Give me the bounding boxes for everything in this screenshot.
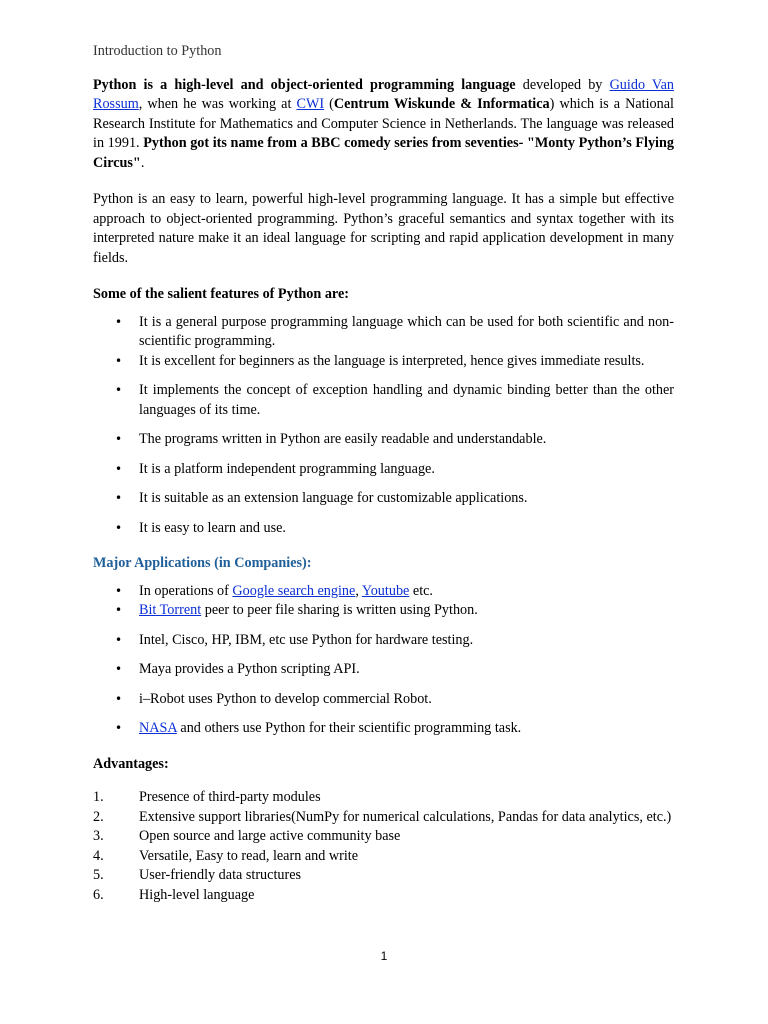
- list-item: [93, 886, 674, 906]
- list-item: • It is a general purpose programming language which can be used for both scientific and non-scientific programming.: [93, 313, 674, 352]
- applications-list: [93, 582, 674, 739]
- list-number: 1.: [93, 789, 104, 805]
- list-text: High-level language: [139, 886, 255, 903]
- nasa-link[interactable]: NASA: [139, 720, 177, 736]
- list-item: • i–Robot uses Python to develop commercial Robot.: [93, 690, 674, 710]
- list-item: • It is easy to learn and use.: [93, 519, 674, 539]
- features-list: [93, 313, 674, 539]
- list-item: • It is a platform independent programming language.: [93, 460, 674, 480]
- list-number: 6.: [93, 886, 104, 903]
- list-number: 3.: [93, 828, 104, 844]
- features-heading: Some of the salient features of Python are:: [93, 286, 349, 302]
- list-text: Open source and large active community base: [139, 828, 401, 844]
- intro-text-5: .: [140, 154, 145, 171]
- list-item: • It implements the concept of exception handling and dynamic binding better than the other languages of its time.: [93, 381, 674, 420]
- intro-bold-tail: Python got its name from a BBC comedy series from seventies- "Monty Python’s Flying Circus": [93, 135, 674, 171]
- youtube-link[interactable]: Youtube: [361, 582, 410, 599]
- list-text: Versatile, Easy to read, learn and write: [139, 847, 359, 864]
- list-item: • Intel, Cisco, HP, IBM, etc use Python for hardware testing.: [93, 631, 674, 651]
- intro-bold-cwi: Centrum Wiskunde & Informatica: [333, 96, 550, 112]
- guido-van-rossum-link[interactable]: Guido Van Rossum: [93, 76, 674, 112]
- intro-text-1: developed by: [515, 76, 610, 93]
- app1-text-2: ,: [355, 582, 362, 599]
- list-item: [93, 808, 674, 828]
- bit-torrent-link[interactable]: Bit Torrent: [139, 602, 202, 618]
- list-item: • Maya provides a Python scripting API.: [93, 660, 674, 680]
- intro-text-3: (: [324, 96, 334, 112]
- intro-bold-lead: Python is a high-level and object-oriented programming language: [93, 76, 516, 93]
- advantages-list: [93, 788, 674, 905]
- intro-text-4: ) which is a National Research Institute for Mathematics and Computer Science in Netherlands. The language was released in 1991.: [93, 96, 674, 151]
- list-text: Extensive support libraries(NumPy for numerical calculations, Pandas for data analytics, etc.): [139, 808, 672, 825]
- list-item: • It is excellent for beginners as the language is interpreted, hence gives immediate results.: [93, 352, 674, 372]
- list-item: [93, 582, 674, 602]
- list-item: [93, 601, 674, 621]
- list-text: Presence of third-party modules: [139, 789, 321, 805]
- intro-paragraph-1: [93, 76, 674, 174]
- intro-text-2: , when he was working at: [138, 96, 297, 112]
- applications-heading: Major Applications (in Companies):: [93, 555, 312, 571]
- list-number: 4.: [93, 847, 104, 864]
- list-item: [93, 719, 674, 739]
- list-item: • The programs written in Python are easily readable and understandable.: [93, 430, 674, 450]
- list-number: 5.: [93, 867, 104, 883]
- app1-text-1: In operations of: [139, 582, 233, 599]
- app6-text: and others use Python for their scientific programming task.: [176, 720, 522, 736]
- list-text: User-friendly data structures: [139, 867, 302, 883]
- list-item: [93, 788, 674, 808]
- advantages-heading: Advantages:: [93, 755, 169, 772]
- list-item: [93, 827, 674, 847]
- page-number: 1: [380, 949, 388, 963]
- google-search-engine-link[interactable]: Google search engine: [232, 582, 356, 599]
- list-item: • It is suitable as an extension language for customizable applications.: [93, 489, 674, 509]
- list-number: 2.: [93, 808, 104, 825]
- list-item: [93, 866, 674, 886]
- intro-paragraph-2: Python is an easy to learn, powerful high-level programming language. It has a simple but effective approach to object-oriented programming. Python’s graceful semantics and syntax together with its interpreted nature make it an ideal language for scripting and rapid application development in many fields.: [93, 191, 674, 266]
- document-body: [93, 42, 674, 905]
- app1-text-3: etc.: [409, 582, 433, 599]
- list-item: [93, 847, 674, 867]
- cwi-link[interactable]: CWI: [296, 96, 325, 112]
- page-header: Introduction to Python: [93, 43, 222, 59]
- app2-text: peer to peer file sharing is written using Python.: [201, 602, 478, 618]
